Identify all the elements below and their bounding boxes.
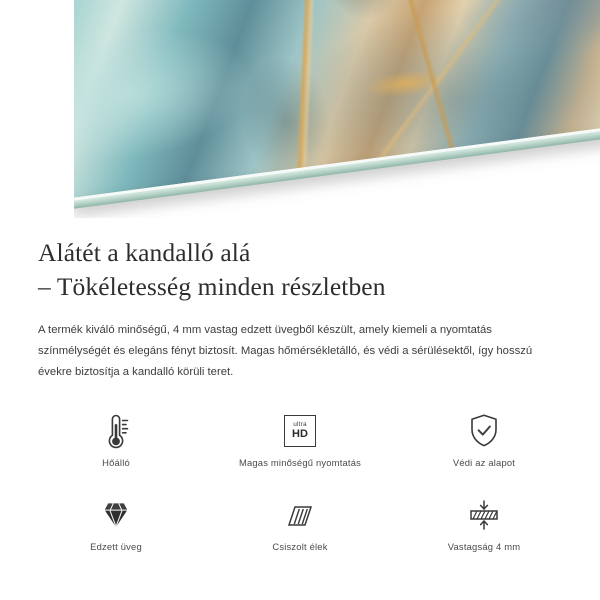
feature-item-surface-protection [392,409,576,487]
product-description: A termék kiváló minőségű, 4 mm vastag edzett üvegből készült, amely kiemeli a nyomtatás színmélységét és elegáns fényt biztosít. Magas hőmérsékletálló, és védi a sérülésektől, így hosszú évekre biztosítja a kandalló körüli teret. [38,324,533,379]
hero-left-margin-mask [0,0,74,218]
content-area [0,218,600,571]
feature-caption: Magas minőségű nyomtatás [238,456,362,468]
feature-item-print-quality [208,409,392,487]
ultra-hd-icon [284,409,316,453]
shield-check-icon [464,409,504,453]
thermometer-icon [96,409,136,453]
feature-caption: Védi az alapot [452,456,516,468]
ultra-hd-badge-bottom: HD [292,428,308,441]
feature-caption: Csiszolt élek [272,540,328,552]
feature-caption: Vastagság 4 mm [447,540,521,552]
polished-edge-icon [278,493,322,537]
feature-caption: Hőálló [102,456,130,468]
feature-item-heat-resistant [24,409,208,487]
feature-item-tempered-glass [24,493,208,571]
thickness-arrows-icon [462,493,506,537]
diamond-icon [96,493,136,537]
feature-item-polished-edges [208,493,392,571]
page-title [0,218,600,303]
feature-caption: Edzett üveg [90,540,142,552]
hero-image [0,0,600,218]
feature-item-thickness [392,493,576,571]
ultra-hd-badge-top: ultra [293,420,307,428]
headline-line-2: – Tökéletesség minden részletben [38,271,386,301]
feature-grid [0,409,600,571]
headline-line-1: Alátét a kandalló alá [38,238,251,267]
